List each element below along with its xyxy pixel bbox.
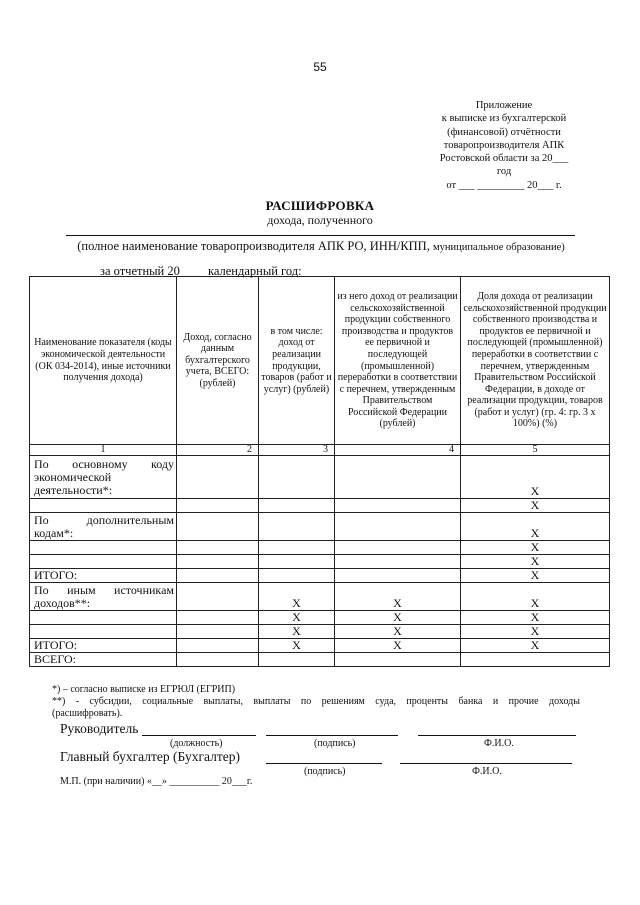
x-mark: X bbox=[461, 555, 610, 569]
table-cell[interactable] bbox=[335, 569, 461, 583]
column-number: 4 bbox=[335, 445, 461, 456]
column-number: 5 bbox=[461, 445, 610, 456]
stamp-date-line: М.П. (при наличии) «__» __________ 20___г. bbox=[60, 776, 253, 787]
annex-line: к выписке из бухгалтерской bbox=[441, 113, 567, 125]
annex-line: товаропроизводителя АПК bbox=[443, 139, 565, 151]
table-cell[interactable] bbox=[335, 541, 461, 555]
x-mark: X bbox=[461, 541, 610, 555]
annex-block bbox=[418, 99, 590, 192]
table-cell[interactable] bbox=[177, 653, 259, 667]
x-mark: X bbox=[461, 639, 610, 653]
fullname-main: (полное наименование товаропроизводителя АПК РО, ИНН/КПП, bbox=[77, 239, 430, 253]
row-label-total: ИТОГО: bbox=[30, 639, 177, 653]
x-mark: X bbox=[461, 499, 610, 513]
x-mark: X bbox=[461, 625, 610, 639]
x-mark: X bbox=[259, 639, 335, 653]
table-cell[interactable] bbox=[177, 611, 259, 625]
table-cell[interactable] bbox=[177, 541, 259, 555]
head-name-caption: Ф.И.О. bbox=[484, 738, 514, 749]
row-label-extra-codes: По дополнительным кодам*: bbox=[30, 513, 177, 541]
header-col1: Наименование показателя (коды экономической деятельности (ОК 034-2014), иные источники получения дохода) bbox=[30, 277, 177, 445]
footnote-1: *) – согласно выписке из ЕГРЮЛ (ЕГРИП) bbox=[52, 684, 236, 695]
table-cell[interactable] bbox=[177, 513, 259, 541]
table-cell[interactable] bbox=[259, 653, 335, 667]
column-number: 3 bbox=[259, 445, 335, 456]
table-cell[interactable] bbox=[335, 499, 461, 513]
table-cell[interactable] bbox=[335, 555, 461, 569]
accountant-label: Главный бухгалтер (Бухгалтер) bbox=[60, 749, 240, 764]
footnote-2-cont: (расшифровать). bbox=[52, 708, 123, 719]
head-name-line[interactable] bbox=[418, 735, 576, 736]
table-cell[interactable] bbox=[30, 499, 177, 513]
head-position-line[interactable] bbox=[142, 735, 256, 736]
table-cell[interactable] bbox=[177, 639, 259, 653]
table-cell[interactable] bbox=[177, 583, 259, 611]
x-mark: X bbox=[259, 583, 335, 611]
fullname-underline bbox=[66, 235, 575, 236]
head-sign-caption: (подпись) bbox=[314, 738, 356, 749]
table-cell[interactable] bbox=[30, 555, 177, 569]
column-number: 2 bbox=[177, 445, 259, 456]
x-mark: X bbox=[461, 611, 610, 625]
page-number: 55 bbox=[313, 60, 327, 74]
x-mark: X bbox=[461, 583, 610, 611]
x-mark: X bbox=[259, 625, 335, 639]
footnotes bbox=[52, 684, 580, 720]
annex-line: год bbox=[496, 166, 512, 178]
annex-line: от ___ _________ 20___ г. bbox=[446, 179, 562, 191]
annex-line: (финансовой) отчётности bbox=[447, 126, 561, 138]
x-mark: X bbox=[335, 611, 461, 625]
header-col3: в том числе: доход от реализации продукции, товаров (работ и услуг) (рублей) bbox=[259, 277, 335, 445]
footnote-2: **) - субсидии, социальные выплаты, выплаты по решениям суда, проценты банка и прочие доходы bbox=[52, 696, 580, 707]
table-cell[interactable] bbox=[259, 456, 335, 499]
table-cell[interactable] bbox=[177, 625, 259, 639]
table-cell[interactable] bbox=[259, 499, 335, 513]
table-cell[interactable] bbox=[30, 625, 177, 639]
row-label-other-sources: По иным источникам доходов**: bbox=[30, 583, 177, 611]
table-cell[interactable] bbox=[461, 653, 610, 667]
x-mark: X bbox=[335, 625, 461, 639]
header-col5: Доля дохода от реализации сельскохозяйственной продукции собственного производства и продуктов ее первичной и последующей (промышленной) переработки в соответствии с перечнем, утвержденным Правительством Российской Федерации, в доходе от реализации продукции, товаров (работ и услуг) (гр. 4: гр. 3 х 100%) (%) bbox=[461, 277, 610, 445]
table-cell[interactable] bbox=[335, 513, 461, 541]
row-label-grand-total: ВСЕГО: bbox=[30, 653, 177, 667]
annex-line: Ростовской области за 20___ bbox=[439, 153, 569, 165]
head-position-caption: (должность) bbox=[170, 738, 223, 749]
x-mark: X bbox=[461, 456, 610, 499]
x-mark: X bbox=[461, 569, 610, 583]
row-label-total: ИТОГО: bbox=[30, 569, 177, 583]
table-cell[interactable] bbox=[259, 555, 335, 569]
table-cell[interactable] bbox=[177, 456, 259, 499]
table-cell[interactable] bbox=[177, 569, 259, 583]
table-cell[interactable] bbox=[259, 541, 335, 555]
row-label-main-activity: По основному коду экономической деятельности*: bbox=[30, 456, 177, 499]
annex-line: Приложение bbox=[475, 100, 533, 111]
fullname-caption bbox=[58, 239, 584, 254]
table-cell[interactable] bbox=[335, 653, 461, 667]
accountant-sign-line[interactable] bbox=[266, 763, 382, 764]
table-cell[interactable] bbox=[259, 569, 335, 583]
document-title: РАСШИФРОВКА bbox=[265, 198, 375, 213]
fullname-small: муниципальное образование) bbox=[432, 242, 565, 253]
document-subtitle: дохода, полученного bbox=[267, 213, 373, 227]
column-number: 1 bbox=[30, 445, 177, 456]
accountant-name-caption: Ф.И.О. bbox=[472, 766, 502, 777]
table-cell[interactable] bbox=[30, 611, 177, 625]
table-cell[interactable] bbox=[335, 456, 461, 499]
table-cell[interactable] bbox=[30, 541, 177, 555]
x-mark: X bbox=[461, 513, 610, 541]
header-col4: из него доход от реализации сельскохозяйственной продукции собственного производства и продуктов ее первичной и последующей (промышленной) переработки в соответствии с перечнем, утвержденным Правительством Российской Федерации (рублей) bbox=[335, 277, 461, 445]
head-sign-line[interactable] bbox=[266, 735, 398, 736]
accountant-sign-caption: (подпись) bbox=[304, 766, 346, 777]
head-label: Руководитель bbox=[60, 721, 139, 736]
table-cell[interactable] bbox=[259, 513, 335, 541]
income-table bbox=[29, 276, 610, 667]
header-col2: Доход, согласно данным бухгалтерского учета, ВСЕГО: (рублей) bbox=[177, 277, 259, 445]
x-mark: X bbox=[335, 583, 461, 611]
table-cell[interactable] bbox=[177, 555, 259, 569]
accountant-name-line[interactable] bbox=[400, 763, 572, 764]
x-mark: X bbox=[335, 639, 461, 653]
reporting-period: за отчетный 20____ календарный год: bbox=[100, 264, 302, 278]
x-mark: X bbox=[259, 611, 335, 625]
table-cell[interactable] bbox=[177, 499, 259, 513]
